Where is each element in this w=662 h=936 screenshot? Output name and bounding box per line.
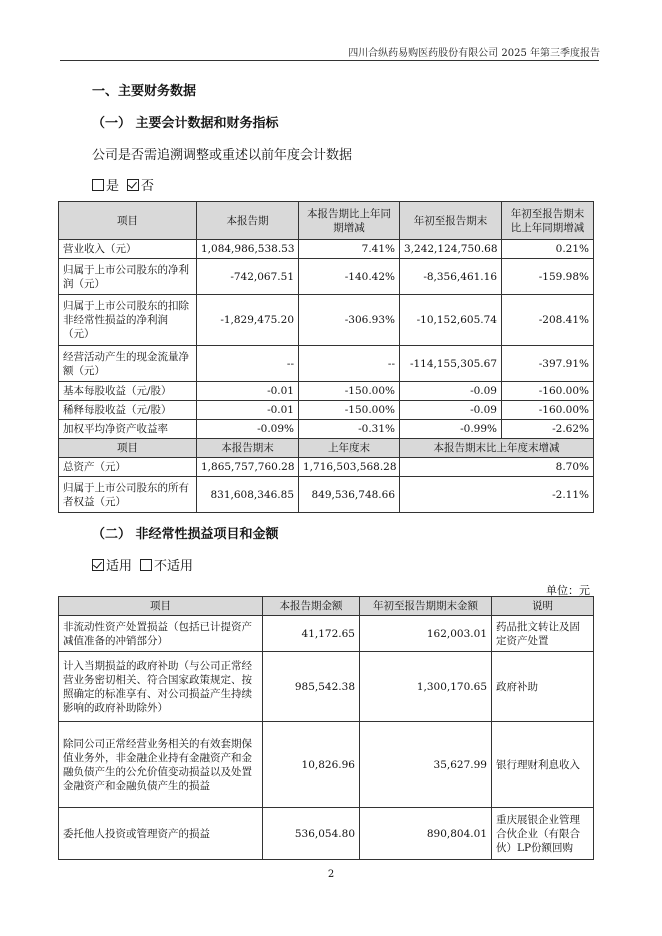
table-cell: -397.91% <box>502 346 594 382</box>
table-row <box>59 616 594 652</box>
table-header: 上年度末 <box>299 439 400 458</box>
option-not-applicable[interactable]: 不适用 <box>140 559 193 574</box>
table-cell: -140.42% <box>299 259 400 295</box>
table-cell: -160.00% <box>502 401 594 420</box>
table-header-row <box>59 597 594 616</box>
table-cell: 归属于上市公司股东的所有者权益（元） <box>59 477 197 513</box>
table-header: 说明 <box>492 597 594 616</box>
table-header: 本报告期金额 <box>263 597 360 616</box>
table-row <box>59 652 594 722</box>
table-cell: 经营活动产生的现金流量净额（元） <box>59 346 197 382</box>
option-yes[interactable]: 是 <box>92 179 119 194</box>
table-cell: 10,826.96 <box>263 722 360 808</box>
table-cell: -- <box>299 346 400 382</box>
table-cell: 重庆展银企业管理合伙企业（有限合伙）LP份额回购 <box>492 808 594 860</box>
table-cell: 稀释每股收益（元/股） <box>59 401 197 420</box>
table-subheader-row <box>59 439 594 458</box>
table-row <box>59 808 594 860</box>
table-cell: -8,356,461.16 <box>400 259 502 295</box>
restatement-options <box>92 175 162 194</box>
table-cell: 1,716,503,568.28 <box>299 458 400 477</box>
table-cell: 1,084,986,538.53 <box>197 240 299 259</box>
table-header: 本报告期末比上年度末增减 <box>400 439 594 458</box>
table-cell: -0.31% <box>299 420 400 439</box>
table-cell: 加权平均净资产收益率 <box>59 420 197 439</box>
table-cell: -0.09% <box>197 420 299 439</box>
table-cell: 基本每股收益（元/股） <box>59 382 197 401</box>
table-cell: 536,054.80 <box>263 808 360 860</box>
table-cell: 0.21% <box>502 240 594 259</box>
table-cell: 银行理财利息收入 <box>492 722 594 808</box>
table-cell: -160.00% <box>502 382 594 401</box>
table-cell: -208.41% <box>502 295 594 346</box>
table-cell: -0.09 <box>400 382 502 401</box>
table-cell: 985,542.38 <box>263 652 360 722</box>
table-cell: 8.70% <box>400 458 594 477</box>
table-cell: -10,152,605.74 <box>400 295 502 346</box>
table-header: 本报告期末 <box>197 439 299 458</box>
table-cell: 归属于上市公司股东的扣除非经常性损益的净利润（元） <box>59 295 197 346</box>
table-cell: -0.01 <box>197 382 299 401</box>
table-row <box>59 295 594 346</box>
table-header: 项目 <box>59 202 197 240</box>
section-title-accounting-data: （一） 主要会计数据和财务指标 <box>92 116 279 131</box>
table-cell: -0.01 <box>197 401 299 420</box>
table-cell: -150.00% <box>299 401 400 420</box>
table-cell: -0.99% <box>400 420 502 439</box>
table-row <box>59 458 594 477</box>
table-cell: 7.41% <box>299 240 400 259</box>
table-cell: -742,067.51 <box>197 259 299 295</box>
table-cell: 162,003.01 <box>360 616 492 652</box>
checkbox-yes-icon <box>92 179 104 191</box>
nonrecurring-items-table <box>58 596 594 860</box>
table-row <box>59 382 594 401</box>
table-header-row <box>59 202 594 240</box>
table-header: 本报告期 <box>197 202 299 240</box>
table-cell: -0.09 <box>400 401 502 420</box>
table-cell: 非流动性资产处置损益（包括已计提资产减值准备的冲销部分） <box>59 616 263 652</box>
page-number: 2 <box>327 869 335 880</box>
key-financial-table <box>58 201 594 513</box>
table-cell: -- <box>197 346 299 382</box>
table-row <box>59 477 594 513</box>
table-cell: -159.98% <box>502 259 594 295</box>
table-cell: 3,242,124,750.68 <box>400 240 502 259</box>
table-cell: 药品批文转让及固定资产处置 <box>492 616 594 652</box>
applicability-options <box>92 555 201 574</box>
option-no[interactable]: 否 <box>127 179 154 194</box>
table-cell: 营业收入（元） <box>59 240 197 259</box>
table-cell: -306.93% <box>299 295 400 346</box>
table-header: 项目 <box>59 439 197 458</box>
table-cell: 归属于上市公司股东的净利润（元） <box>59 259 197 295</box>
checkbox-not-applicable-icon <box>140 559 152 571</box>
table-cell: 总资产（元） <box>59 458 197 477</box>
table-cell: 890,804.01 <box>360 808 492 860</box>
table-cell: -2.62% <box>502 420 594 439</box>
checkbox-applicable-checked-icon <box>92 559 104 571</box>
table-row <box>59 346 594 382</box>
table-header: 项目 <box>59 597 263 616</box>
unit-label: 单位：元 <box>546 584 590 597</box>
table-header: 本报告期比上年同期增减 <box>299 202 400 240</box>
table-header: 年初至报告期末比上年同期增减 <box>502 202 594 240</box>
table-row <box>59 722 594 808</box>
table-cell: -150.00% <box>299 382 400 401</box>
option-applicable[interactable]: 适用 <box>92 559 132 574</box>
section-title-nonrecurring: （二） 非经常性损益项目和金额 <box>92 527 279 542</box>
section-title-financial-data: 一、主要财务数据 <box>92 84 197 99</box>
table-row <box>59 401 594 420</box>
table-row <box>59 259 594 295</box>
table-cell: -1,829,475.20 <box>197 295 299 346</box>
table-header: 年初至报告期末 <box>400 202 502 240</box>
table-cell: 1,865,757,760.28 <box>197 458 299 477</box>
table-cell: -114,155,305.67 <box>400 346 502 382</box>
header-divider <box>60 60 599 61</box>
table-cell: 35,627.99 <box>360 722 492 808</box>
page-header: 四川合纵药易购医药股份有限公司 2025 年第三季度报告 <box>348 48 600 59</box>
table-cell: 849,536,748.66 <box>299 477 400 513</box>
table-cell: 1,300,170.65 <box>360 652 492 722</box>
table-cell: 831,608,346.85 <box>197 477 299 513</box>
table-cell: 除同公司正常经营业务相关的有效套期保值业务外，非金融企业持有金融资产和金融负债产生的公允价值变动损益以及处置金融资产和金融负债产生的损益 <box>59 722 263 808</box>
table-cell: 委托他人投资或管理资产的损益 <box>59 808 263 860</box>
restatement-question: 公司是否需追溯调整或重述以前年度会计数据 <box>92 148 353 163</box>
table-cell: 计入当期损益的政府补助（与公司正常经营业务密切相关、符合国家政策规定、按照确定的标准享有、对公司损益产生持续影响的政府补助除外） <box>59 652 263 722</box>
table-row <box>59 420 594 439</box>
checkbox-no-checked-icon <box>127 179 139 191</box>
table-cell: -2.11% <box>400 477 594 513</box>
table-cell: 政府补助 <box>492 652 594 722</box>
table-row <box>59 240 594 259</box>
table-cell: 41,172.65 <box>263 616 360 652</box>
table-header: 年初至报告期期末金额 <box>360 597 492 616</box>
